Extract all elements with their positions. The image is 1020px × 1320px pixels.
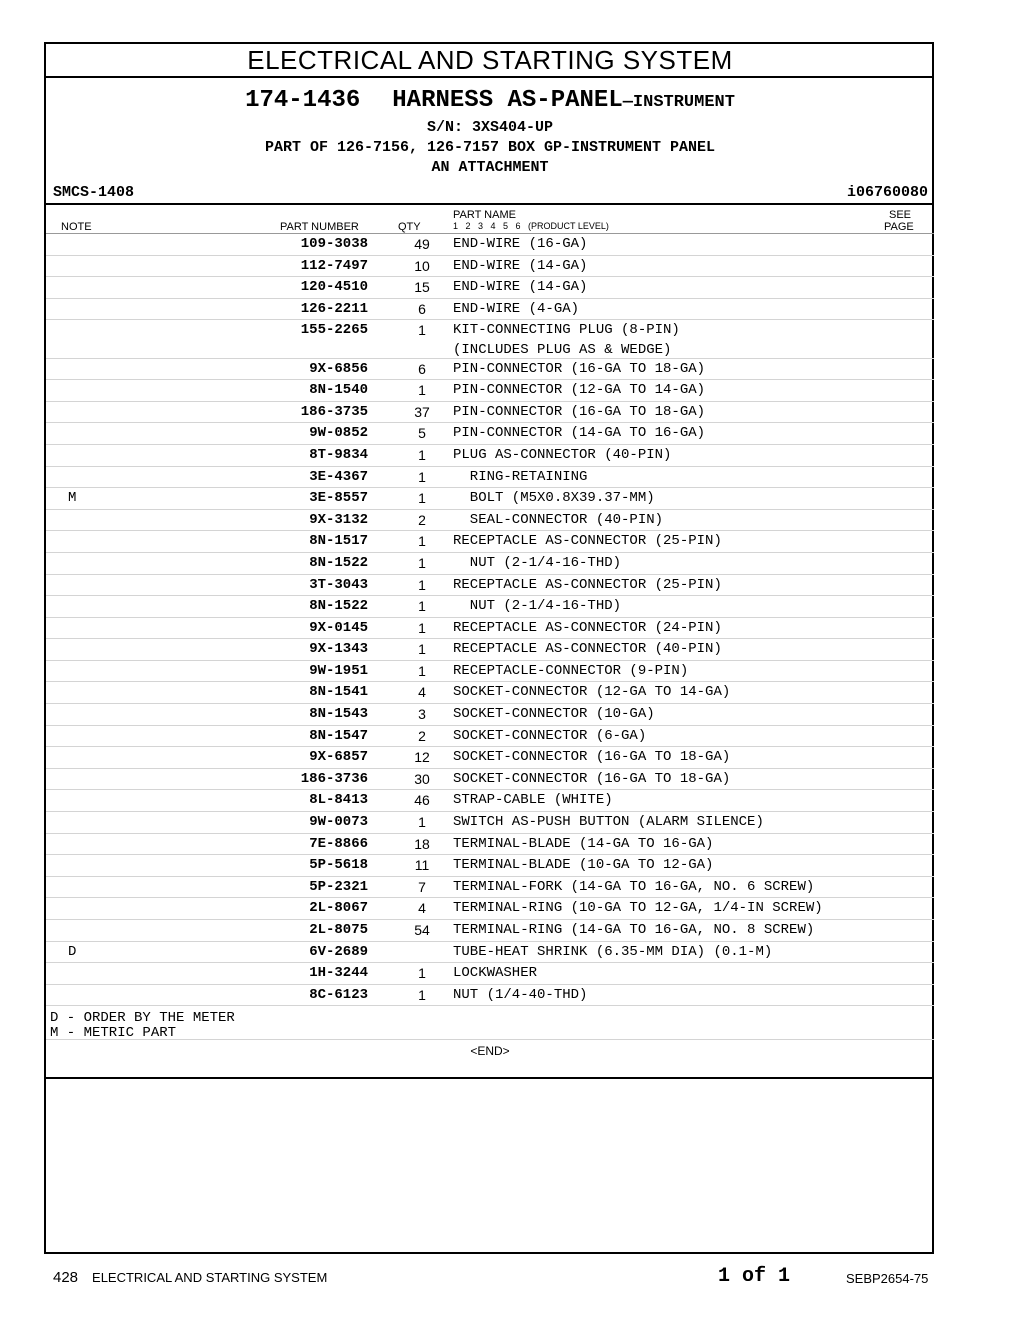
page-of: 1 of 1 <box>718 1265 791 1288</box>
part-number-cell: 9W-0852 <box>309 425 368 442</box>
part-number-cell: 9W-0073 <box>309 814 368 831</box>
qty-cell: 18 <box>414 835 430 852</box>
table-row <box>46 467 934 489</box>
footer-left <box>53 1269 327 1286</box>
table-row <box>46 256 934 278</box>
part-name-cell: BOLT (M5X0.8X39.37-MM) <box>453 490 655 507</box>
part-name-cell: NUT (2-1/4-16-THD) <box>453 554 622 571</box>
illustration-id: i06760080 <box>846 184 928 201</box>
table-row <box>46 790 934 812</box>
section-title: ELECTRICAL AND STARTING SYSTEM <box>46 44 934 78</box>
col-page-header: PAGE <box>884 221 914 233</box>
table-row <box>46 234 934 256</box>
part-number-cell: 8N-1543 <box>309 706 368 723</box>
part-name-cell: TERMINAL-FORK (14-GA TO 16-GA, NO. 6 SCREW) <box>453 878 815 895</box>
table-row <box>46 639 934 661</box>
part-name-cell: SOCKET-CONNECTOR (16-GA TO 18-GA) <box>453 770 731 787</box>
note-cell: M <box>68 490 77 507</box>
part-name-cell: RECEPTACLE AS-CONNECTOR (25-PIN) <box>453 533 722 550</box>
part-number-cell: 2L-8075 <box>309 922 368 938</box>
table-row <box>46 618 934 640</box>
part-name-cell: RECEPTACLE AS-CONNECTOR (40-PIN) <box>453 641 722 658</box>
table-row <box>46 747 934 769</box>
part-name-cell: PIN-CONNECTOR (12-GA TO 14-GA) <box>453 382 706 399</box>
group-number: 174-1436 <box>245 87 361 114</box>
part-name-cell: RING-RETAINING <box>453 468 588 485</box>
part-number-cell: 9X-0145 <box>309 619 368 636</box>
qty-cell: 1 <box>418 598 426 615</box>
table-row <box>46 402 934 424</box>
qty-cell: 7 <box>418 878 426 895</box>
col-qty-header: QTY <box>398 221 421 233</box>
qty-cell: 37 <box>414 403 430 420</box>
table-row <box>46 510 934 532</box>
table-row <box>46 877 934 899</box>
table-row <box>46 812 934 834</box>
table-row <box>46 575 934 597</box>
group-heading <box>46 86 934 118</box>
table-row <box>46 942 934 964</box>
part-number-cell: 112-7497 <box>300 257 368 274</box>
part-name-cell: STRAP-CABLE (WHITE) <box>453 792 613 809</box>
part-name-cell: END-WIRE (4-GA) <box>453 300 580 317</box>
qty-cell: 11 <box>414 857 430 874</box>
qty-cell: 30 <box>414 770 430 787</box>
smcs-code: SMCS-1408 <box>53 184 135 201</box>
part-number-cell: 120-4510 <box>300 279 368 296</box>
part-number-cell: 186-3735 <box>300 403 368 420</box>
table-row <box>46 661 934 683</box>
attachment-line: AN ATTACHMENT <box>431 159 549 176</box>
part-number-cell: 8N-1522 <box>309 598 368 615</box>
part-name-cell: PIN-CONNECTOR (14-GA TO 16-GA) <box>453 425 706 442</box>
part-number-cell: 8C-6123 <box>309 986 368 1003</box>
group-name: HARNESS AS-PANEL <box>392 87 623 114</box>
part-name-cell: RECEPTACLE AS-CONNECTOR (24-PIN) <box>453 619 722 636</box>
table-row <box>46 920 934 942</box>
part-number-cell: 3T-3043 <box>309 576 368 593</box>
qty-cell: 1 <box>418 554 426 571</box>
end-marker: <END> <box>470 1044 510 1058</box>
table-row <box>46 320 934 342</box>
table-row <box>46 380 934 402</box>
page-number: 428 <box>53 1269 79 1286</box>
table-row <box>46 488 934 510</box>
table-row <box>46 445 934 467</box>
qty-cell: 10 <box>414 257 430 274</box>
part-name-cell: TERMINAL-BLADE (14-GA TO 16-GA) <box>453 835 714 852</box>
part-name-cell: NUT (2-1/4-16-THD) <box>453 598 622 615</box>
col-see-header: SEE <box>889 209 912 221</box>
col-part-name-header: PART NAME <box>453 209 516 221</box>
table-row <box>46 531 934 553</box>
part-name-cell: END-WIRE (16-GA) <box>453 236 588 252</box>
part-number-cell: 126-2211 <box>300 300 368 317</box>
part-name-cell: END-WIRE (14-GA) <box>453 257 588 274</box>
part-name-cell: KIT-CONNECTING PLUG (8-PIN) <box>453 322 680 339</box>
part-name-cell: (INCLUDES PLUG AS & WEDGE) <box>453 341 672 358</box>
group-name-suffix: —INSTRUMENT <box>622 93 735 112</box>
table-row <box>46 834 934 856</box>
qty-cell: 2 <box>418 511 426 528</box>
qty-cell: 3 <box>418 706 426 723</box>
part-number-cell: 8L-8413 <box>309 792 368 809</box>
part-number-cell: 6V-2689 <box>309 943 368 960</box>
table-row <box>46 726 934 748</box>
table-row <box>46 898 934 920</box>
table-row <box>46 704 934 726</box>
part-name-cell: SOCKET-CONNECTOR (12-GA TO 14-GA) <box>453 684 731 701</box>
qty-cell: 1 <box>418 468 426 485</box>
part-number-cell: 8N-1522 <box>309 554 368 571</box>
part-name-cell: NUT (1/4-40-THD) <box>453 986 588 1003</box>
part-name-cell: SOCKET-CONNECTOR (16-GA TO 18-GA) <box>453 749 731 766</box>
table-row <box>46 277 934 299</box>
part-number-cell: 8N-1547 <box>309 727 368 744</box>
part-number-cell: 9W-1951 <box>309 662 368 679</box>
part-name-cell: TERMINAL-RING (10-GA TO 12-GA, 1/4-IN SCREW) <box>453 900 823 917</box>
part-name-cell: TERMINAL-BLADE (10-GA TO 12-GA) <box>453 857 714 874</box>
part-name-cell: RECEPTACLE AS-CONNECTOR (25-PIN) <box>453 576 722 593</box>
col-product-level-header: 1 2 3 4 5 6 (PRODUCT LEVEL) <box>453 221 609 231</box>
header-divider <box>46 203 934 205</box>
part-number-cell: 2L-8067 <box>309 900 368 917</box>
part-name-cell: SOCKET-CONNECTOR (10-GA) <box>453 706 655 723</box>
part-name-cell: SWITCH AS-PUSH BUTTON (ALARM SILENCE) <box>453 814 764 831</box>
table-row <box>46 423 934 445</box>
qty-cell: 1 <box>418 662 426 679</box>
col-note-header: NOTE <box>61 221 92 233</box>
table-row <box>46 769 934 791</box>
part-number-cell: 155-2265 <box>300 322 368 339</box>
part-name-cell: SOCKET-CONNECTOR (6-GA) <box>453 727 647 744</box>
part-of-line: PART OF 126-7156, 126-7157 BOX GP-INSTRUMENT PANEL <box>264 139 716 156</box>
part-number-cell: 1H-3244 <box>309 965 368 982</box>
part-number-cell: 109-3038 <box>300 236 368 252</box>
part-number-cell: 7E-8866 <box>309 835 368 852</box>
footer-section: ELECTRICAL AND STARTING SYSTEM <box>92 1270 328 1285</box>
part-name-cell: PLUG AS-CONNECTOR (40-PIN) <box>453 446 672 463</box>
part-number-cell: 186-3736 <box>300 770 368 787</box>
qty-cell: 6 <box>418 300 426 317</box>
notes-divider <box>46 1039 934 1040</box>
part-number-cell: 5P-5618 <box>309 857 368 874</box>
group-title-block <box>46 86 934 178</box>
part-number-cell: 3E-4367 <box>309 468 368 485</box>
table-row <box>46 855 934 877</box>
part-name-cell: LOCKWASHER <box>453 965 538 982</box>
qty-cell: 1 <box>418 814 426 831</box>
part-name-cell: TUBE-HEAT SHRINK (6.35-MM DIA) (0.1-M) <box>453 943 773 960</box>
qty-cell: 1 <box>418 619 426 636</box>
notes-block <box>50 1011 235 1041</box>
qty-cell: 15 <box>414 279 430 296</box>
table-row <box>46 553 934 575</box>
part-name-cell: END-WIRE (14-GA) <box>453 279 588 296</box>
parts-list <box>46 234 934 1006</box>
part-number-cell: 8T-9834 <box>309 446 368 463</box>
qty-cell: 6 <box>418 360 426 377</box>
document-id: SEBP2654-75 <box>846 1271 929 1286</box>
part-number-cell: 8N-1541 <box>309 684 368 701</box>
table-row <box>46 342 934 359</box>
part-number-cell: 8N-1517 <box>309 533 368 550</box>
col-part-number-header: PART NUMBER <box>280 221 359 233</box>
qty-cell: 2 <box>418 727 426 744</box>
qty-cell: 1 <box>418 533 426 550</box>
part-number-cell: 9X-6856 <box>309 360 368 377</box>
part-name-cell: PIN-CONNECTOR (16-GA TO 18-GA) <box>453 403 706 420</box>
note-d: D - ORDER BY THE METER <box>50 1010 235 1026</box>
qty-cell: 1 <box>418 322 426 339</box>
part-name-cell: RECEPTACLE-CONNECTOR (9-PIN) <box>453 662 689 679</box>
qty-cell: 4 <box>418 900 426 917</box>
part-number-cell: 5P-2321 <box>309 878 368 895</box>
part-number-cell: 9X-3132 <box>309 511 368 528</box>
qty-cell: 49 <box>414 236 430 252</box>
qty-cell: 5 <box>418 425 426 442</box>
end-divider <box>46 1077 934 1079</box>
qty-cell: 1 <box>418 986 426 1003</box>
part-number-cell: 8N-1540 <box>309 382 368 399</box>
table-row <box>46 985 934 1007</box>
qty-cell: 46 <box>414 792 430 809</box>
part-name-cell: SEAL-CONNECTOR (40-PIN) <box>453 511 664 528</box>
table-row <box>46 359 934 381</box>
table-row <box>46 963 934 985</box>
serial-range: S/N: 3XS404-UP <box>426 119 554 136</box>
note-m: M - METRIC PART <box>50 1025 177 1041</box>
qty-cell: 1 <box>418 965 426 982</box>
table-row <box>46 682 934 704</box>
qty-cell: 1 <box>418 576 426 593</box>
qty-cell: 1 <box>418 641 426 658</box>
qty-cell: 1 <box>418 446 426 463</box>
qty-cell: 1 <box>418 490 426 507</box>
qty-cell: 1 <box>418 382 426 399</box>
table-row <box>46 299 934 321</box>
qty-cell: 4 <box>418 684 426 701</box>
part-number-cell: 3E-8557 <box>309 490 368 507</box>
part-number-cell: 9X-1343 <box>309 641 368 658</box>
note-cell: D <box>68 943 77 960</box>
part-name-cell: TERMINAL-RING (14-GA TO 16-GA, NO. 8 SCREW) <box>453 922 815 938</box>
qty-cell: 12 <box>414 749 430 766</box>
table-row <box>46 596 934 618</box>
part-number-cell: 9X-6857 <box>309 749 368 766</box>
part-name-cell: PIN-CONNECTOR (16-GA TO 18-GA) <box>453 360 706 377</box>
qty-cell: 54 <box>414 922 430 938</box>
